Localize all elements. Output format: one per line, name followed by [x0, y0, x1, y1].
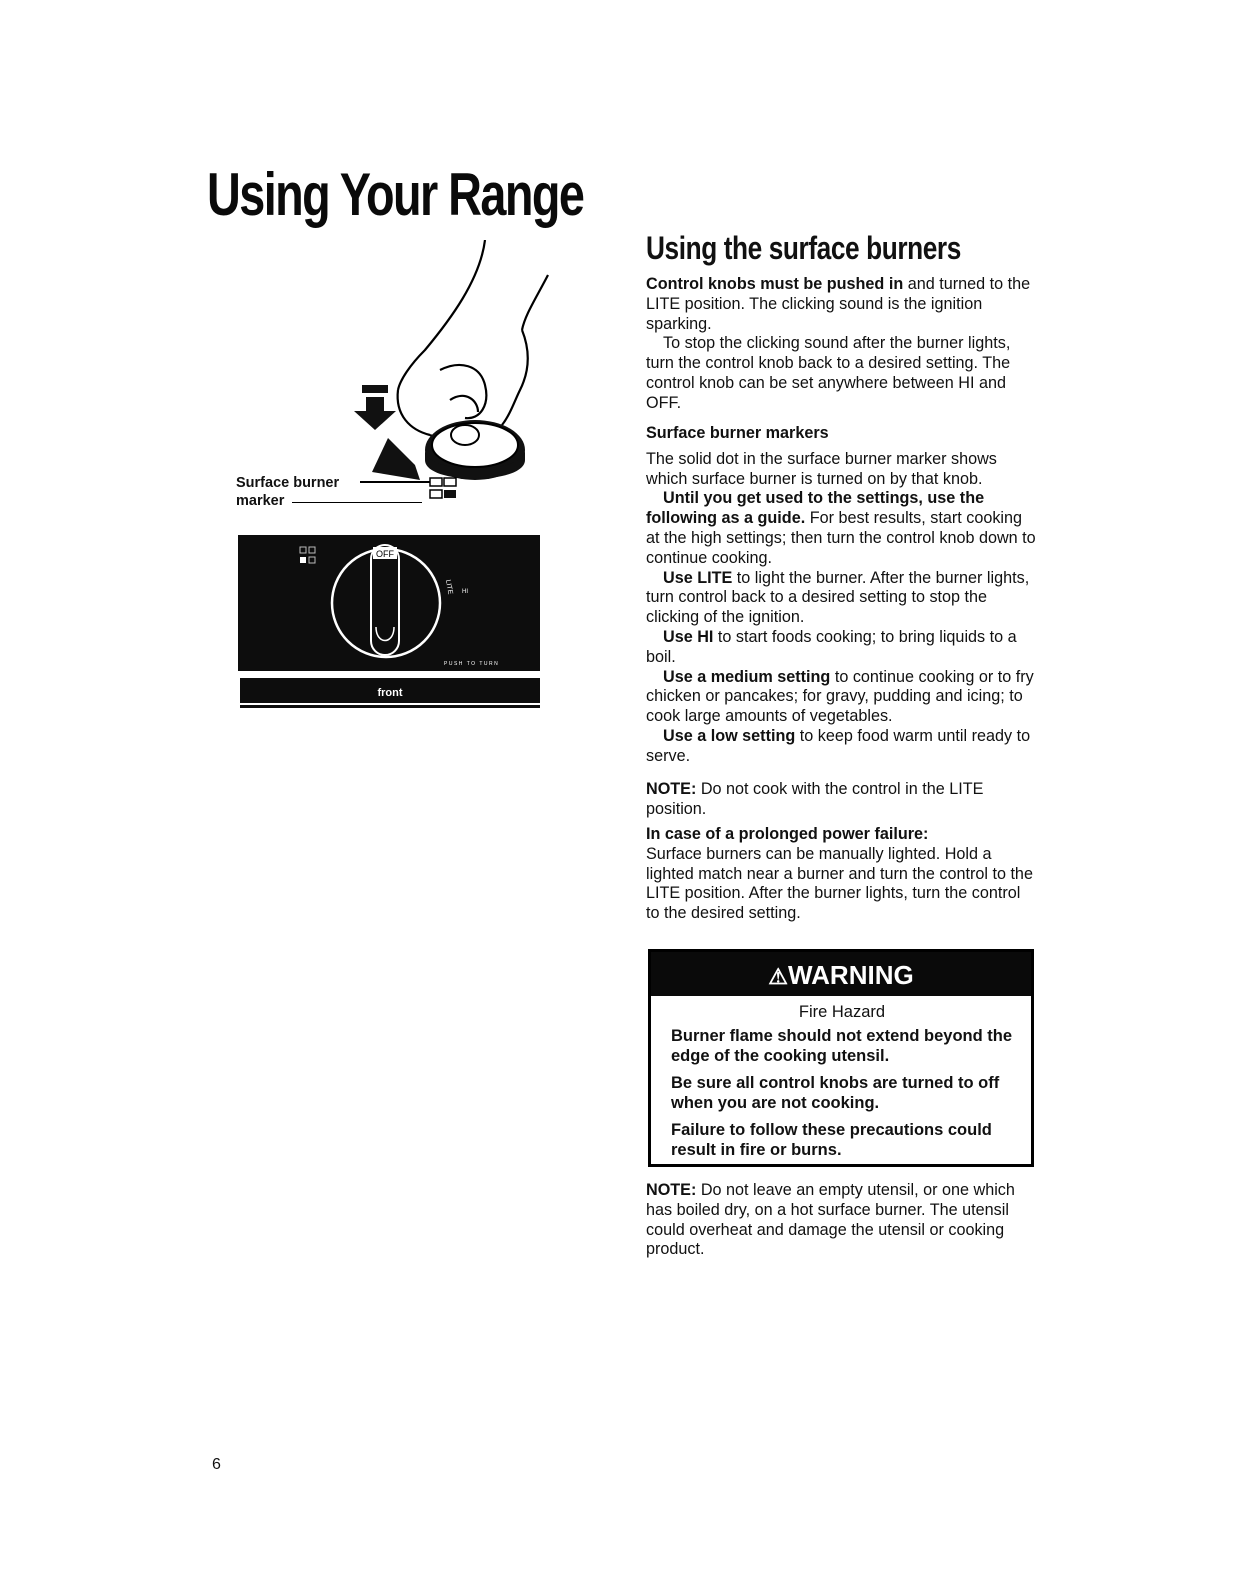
guide-bold: Until you get used to the settings, use the following as a guide.: [646, 489, 985, 528]
low-rest: to keep food warm until ready to serve.: [646, 726, 1031, 765]
note1-text: Do not cook with the control in the LITE position.: [646, 780, 984, 818]
knob-lite-label: LITE: [444, 579, 454, 595]
front-label: front: [377, 687, 403, 699]
intro-p2: To stop the clicking sound after the burner lights, turn the control knob back to a desired setting. The control knob can be set anywhere between HI and OFF.: [646, 334, 1011, 412]
note1-label: NOTE:: [646, 780, 697, 798]
surface-burner-marker-label: [236, 474, 422, 510]
note2-text: Do not leave an empty utensil, or one which has boiled dry, on a hot surface burner. The utensil could overheat and damage the utensil or cooking product.: [646, 1181, 1015, 1259]
hi-bold: Use HI: [663, 627, 714, 646]
knob-off-label: OFF: [376, 549, 394, 559]
guide-rest: For best results, start cooking at the high settings; then turn the control knob down to continue cooking.: [646, 509, 1036, 567]
lite-bold: Use LITE: [663, 568, 733, 587]
warning-line-3: Failure to follow these precautions could result in fire or burns.: [671, 1121, 992, 1159]
low-bold: Use a low setting: [663, 726, 796, 745]
page-title: Using Your Range: [207, 161, 584, 228]
hi-rest: to start foods cooking; to bring liquids to a boil.: [646, 627, 1017, 666]
warning-triangle-icon: ⚠: [768, 964, 789, 989]
knob-hi-label: HI: [462, 589, 468, 595]
warning-title: WARNING: [788, 960, 914, 990]
power-failure-heading: In case of a prolonged power failure:: [646, 825, 929, 843]
label-line-2: marker: [236, 493, 285, 509]
warning-box: [648, 949, 1034, 1167]
section-title: Using the surface burners: [646, 230, 961, 266]
page-number: 6: [212, 1456, 221, 1473]
warning-line-1: Burner flame should not extend beyond the edge of the cooking utensil.: [671, 1027, 1013, 1065]
note2-label: NOTE:: [646, 1181, 697, 1199]
markers-section: [646, 424, 1038, 767]
lite-rest: to light the burner. After the burner lights, turn control back to a desired setting to stop the clicking of the ignition.: [646, 568, 1030, 627]
power-failure-section: [646, 825, 1038, 924]
medium-rest: to continue cooking or to fry chicken or pancakes; for gravy, pudding and icing; to cook large amounts of vegetables.: [646, 667, 1034, 726]
warning-header: [651, 952, 1031, 996]
intro-bold: Control knobs must be pushed in: [646, 275, 904, 293]
power-failure-text: Surface burners can be manually lighted. Hold a lighted match near a burner and turn the control to the LITE position. After the burner lights, turn the control to the desired setting.: [646, 844, 1033, 923]
control-panel-illustration: [238, 535, 542, 711]
push-turn-label: PUSH TO TURN: [444, 661, 500, 667]
markers-p1: The solid dot in the surface burner marker shows which surface burner is turned on by that knob.: [646, 449, 997, 488]
markers-heading: Surface burner markers: [646, 424, 829, 442]
warning-subtitle: Fire Hazard: [798, 1003, 886, 1021]
warning-body: [651, 996, 1031, 1160]
medium-bold: Use a medium setting: [663, 667, 831, 686]
note-2: [646, 1181, 1038, 1260]
warning-line-2: Be sure all control knobs are turned to off when you are not cooking.: [671, 1074, 1000, 1112]
intro-text: [646, 275, 1038, 414]
marker-leader-line: [292, 502, 422, 503]
label-line-1: Surface burner: [236, 475, 340, 491]
note-1: [646, 780, 1038, 820]
intro-rest: and turned to the LITE position. The clicking sound is the ignition sparking.: [646, 275, 1031, 333]
